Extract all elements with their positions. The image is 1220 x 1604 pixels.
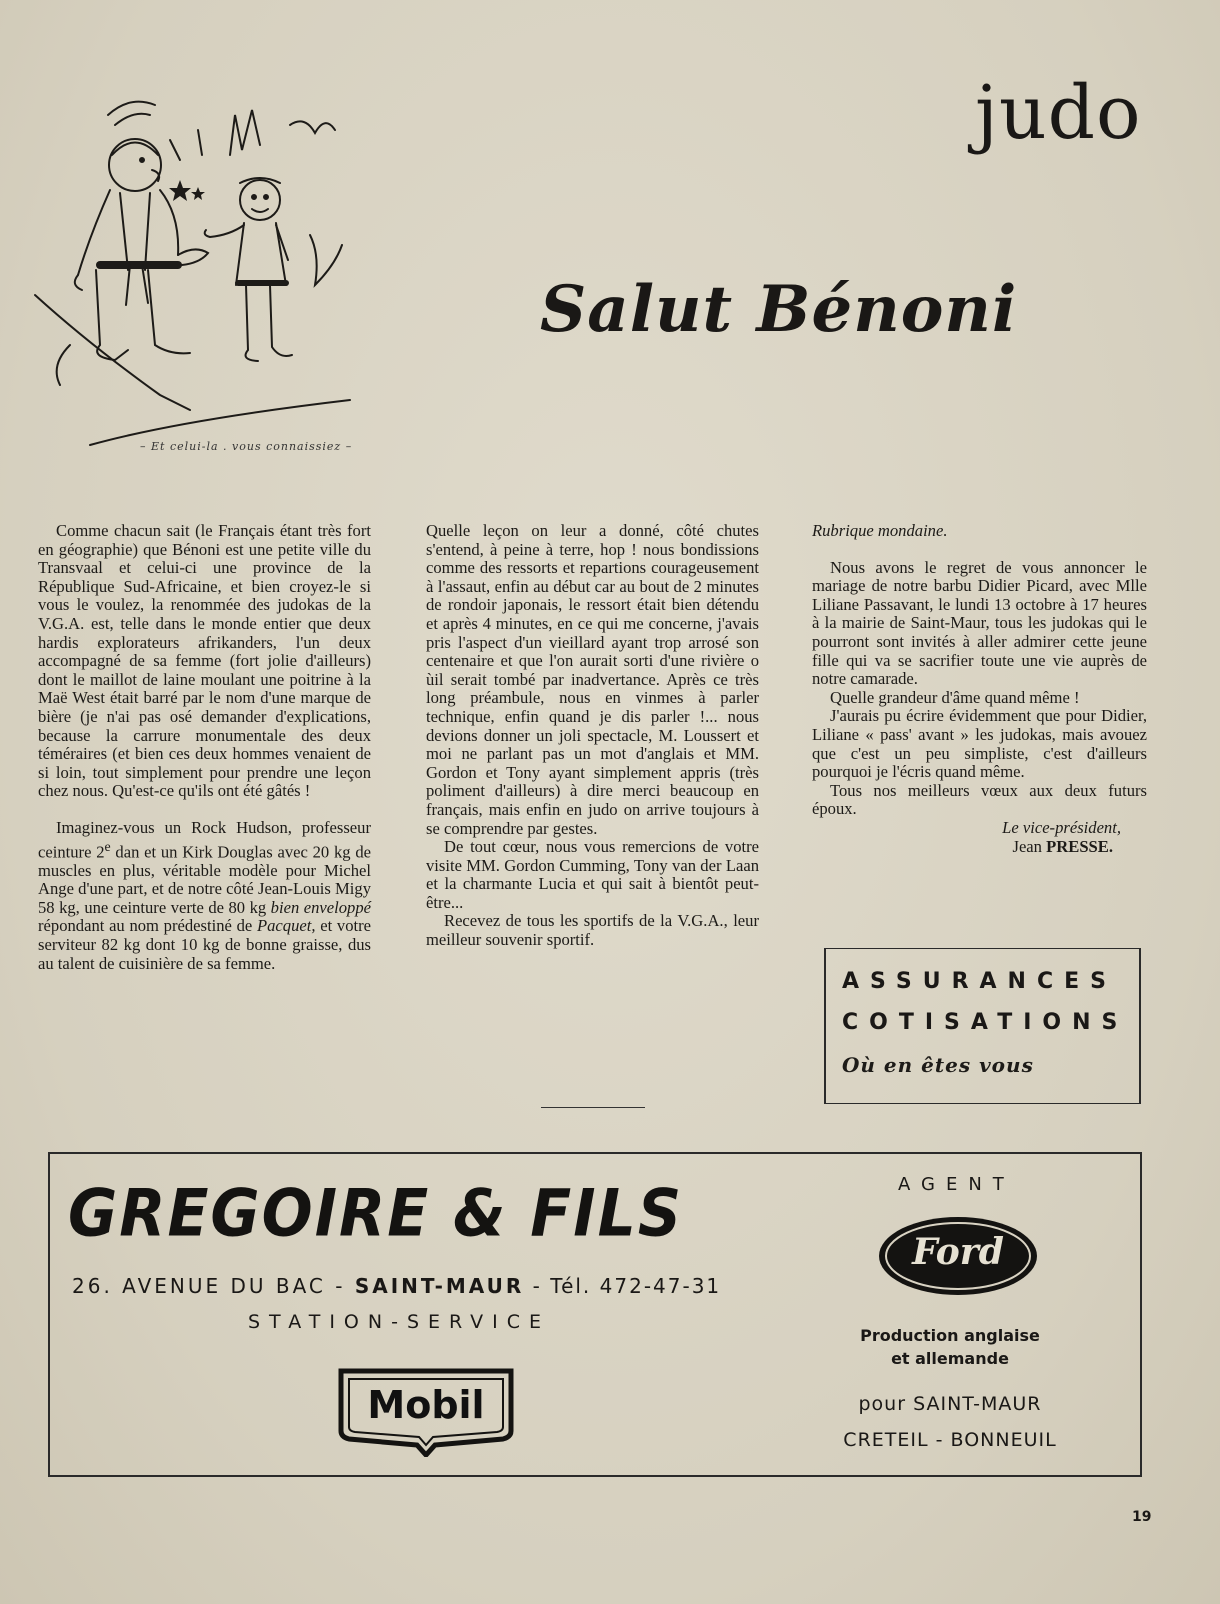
rubrique-heading: Rubrique mondaine. [812,521,948,540]
article-column-1 [38,522,371,973]
ad-telephone: - Tél. 472-47-31 [524,1274,722,1298]
paragraph: Comme chacun sait (le Français étant très fort en géographie) que Bénoni est une petite ville du Transvaal et celui-ci une province de la République Sud-Africaine, et bien croyez-le si vous le voulez, la renommée des judokas de la V.G.A. est, telle dans le monde entier que deux hardis explorateurs afrikanders, l'un deux accompagné de sa femme (fort jolie d'ailleurs) dont le maillot de laine moulant une poitrine à la Maë West était barré par le nom d'une marque de bière (je n'ai pas osé demander d'explications, because la carrure monumentale des deux téméraires (et bien ces deux hommes venaient de si loin, tout simplement pour prendre une leçon chez nous. Qu'est-ce qu'ils ont été gâtés ! [38,521,371,801]
italic-text: Pacquet, [256,916,316,936]
text-run: répondant au nom prédestiné de [38,916,257,936]
paragraph: Tous nos meilleurs vœux aux deux futurs époux. [812,780,1147,819]
ad-production-text [820,1324,1080,1370]
article-column-3 [812,522,1147,856]
production-line: Production anglaise [860,1326,1040,1345]
signature [812,819,1147,856]
cartoon-caption: – Et celui-la . vous connaissiez – [140,440,353,453]
question-line: Où en êtes vous [842,1053,1034,1077]
ad-brand-name: GREGOIRE & FILS [68,1176,684,1252]
production-line: et allemande [891,1349,1009,1368]
ford-logo [876,1214,1040,1298]
region-line: CRETEIL - BONNEUIL [843,1429,1057,1451]
paragraph: De tout cœur, nous vous remercions de votre visite MM. Gordon Cumming, Tony van der Laan et la charmante Lucia et qui sait à bientôt peut-être... [426,837,759,912]
paragraph: Recevez de tous les sportifs de la V.G.A., leur meilleur souvenir sportif. [426,911,759,950]
ad-street: 26. AVENUE DU BAC - [72,1274,355,1298]
region-line: pour SAINT-MAUR [858,1393,1042,1415]
paragraph: J'aurais pu écrire évidemment que pour Didier, Liliane « pass' avant » les judokas, mais avouez que c'est un peu simpliste, c'est d'ailleurs pourquoi je l'écris quand même. [812,706,1147,782]
signature-name [812,838,1147,857]
superscript: e [104,838,111,854]
paragraph: Nous avons le regret de vous annoncer le mariage de notre barbu Didier Picard, avec Mlle Liliane Passavant, le lundi 13 octobre à 17 heures à la mairie de Saint-Maur, tous les judokas qui le pourront sont invités à aller admirer cette jeune fille qui va se sacrifier toute une vie auprès de notre camarade. [812,557,1147,689]
mobil-wordmark: Mobil [367,1383,485,1427]
article-title: Salut Bénoni [540,272,1018,347]
text-run: Imaginez-vous un Rock Hudson, professeur ceinture 2 [38,817,371,862]
judo-cartoon-illustration [30,85,390,470]
page-number: 19 [1132,1509,1152,1525]
signature-role: Le vice-président, [1002,817,1121,837]
ford-wordmark: Ford [912,1231,1004,1273]
signature-last-name: PRESSE. [1046,836,1113,856]
text-run: dan et un Kirk Douglas avec 20 kg de muscles en plus, véritable modèle pour Michel Ange d'une part, et de notre côté Jean-Louis Migy 58 kg, une ceinture verte de 80 kg [38,842,371,917]
section-title: judo [975,70,1142,156]
signature-first-name: Jean [1012,836,1047,856]
italic-text: bien enveloppé [270,897,371,917]
ad-agent-label: AGENT [898,1174,1015,1195]
ad-city: SAINT-MAUR [354,1274,525,1298]
contributions-line: COTISATIONS [842,1010,1129,1035]
ad-address [72,1274,721,1298]
insurance-notice-box [824,948,1141,1104]
advertisement [48,1152,1142,1477]
paragraph: Quelle leçon on leur a donné, côté chutes s'entend, à peine à terre, hop ! nous bondissions comme des ressorts et repartions courageusement à l'assaut, enfin au début car au bout de 2 minutes de rondoir japonais, le ressort était bien détendu et après 4 minutes, en ce qui me concerne, j'avais pris l'aspect d'un vieillard ayant trop arrosé son centenaire et que l'on aurait sorti d'une rivière o ùil serait tombé par inadvertance. Après ce très long préambule, nous en vinmes à parler technique, enfin quand je dis parler !... nous devions donner un joli spectacle, M. Loussert et moi ne parlant pas un mot d'anglais et MM. Gordon et Tony ayant simplement appris (très poliment d'ailleurs) à dire merci beaucoup en français, mais enfin en judo on arrive toujours à se comprendre par gestes. [426,521,759,838]
text-run: et votre serviteur 82 kg dont 10 kg de bonne graisse, dus au talent de cuisinière de sa femme. [38,916,372,973]
insurance-line: ASSURANCES [842,969,1117,994]
ad-region-text [790,1386,1110,1458]
ad-station-service: STATION-SERVICE [248,1311,551,1333]
paragraph: Quelle grandeur d'âme quand même ! [830,687,1080,707]
article-column-2 [426,522,759,950]
paragraph [38,819,371,973]
end-rule [541,1107,645,1108]
mobil-logo [335,1365,517,1457]
